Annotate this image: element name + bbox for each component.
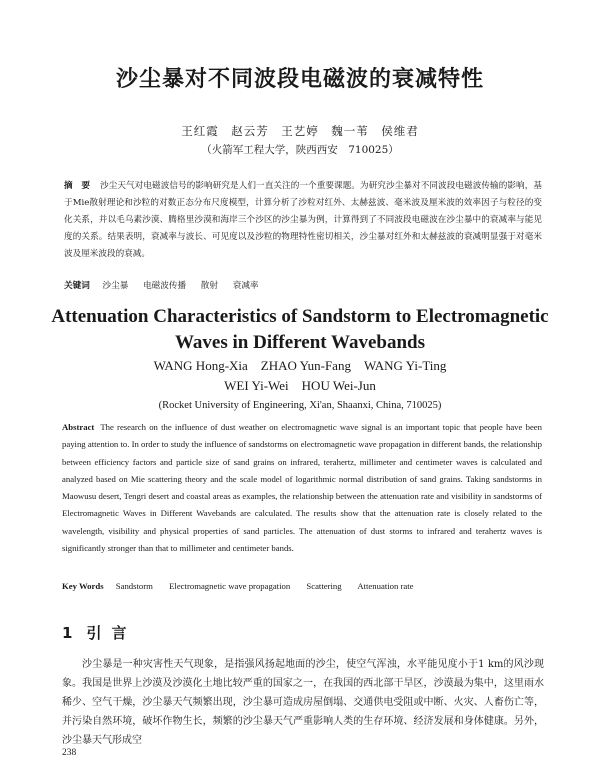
english-title-line: Attenuation Characteristics of Sandstorm to Electromagnetic (51, 306, 549, 327)
chinese-keyword: 散射 (200, 281, 218, 291)
chinese-affiliation: （火箭军工程大学，陕西西安 710025） (201, 144, 399, 156)
english-authors-line: WEI Yi-Wei HOU Wei-Jun (224, 378, 376, 393)
english-abstract (62, 419, 542, 557)
english-keyword: Scattering (306, 581, 342, 591)
english-keyword: Attenuation rate (357, 581, 414, 591)
english-keyword: Electromagnetic wave propagation (169, 581, 291, 591)
english-title-line: Waves in Different Wavebands (174, 332, 425, 353)
english-abstract-label: Abstract (62, 422, 95, 432)
chinese-keywords-label: 关键词 (64, 281, 90, 291)
english-abstract-text: The research on the influence of dust weather on electromagnetic wave signal is an important topic that people have been paying attention to. In order to study the influence of sandstorms on electromagnetic wave propagation in different bands, the relationship between efficiency factors and particle size of sand grains on infrared, terahertz, millimeter and centimeter waves is calculated and analyzed based on Mie scattering theory and the scale model of logarithmic normal distribution of sand grains. Taking sandstorms in Maowusu desert, Tengri desert and coastal areas as examples, the relationship between the attenuation rate and visibility in sandstorms of Electromagnetic Waves in Different Wavebands are calculated. The results show that the attenuation rate is closely related to the wavelength, visibility and physical properties of sand particles. The attenuation of dust storms to infrared and terahertz waves is significantly stronger than that to millimeter and centimeter bands. (62, 422, 542, 554)
page-number: 238 (62, 748, 77, 758)
english-keywords-label: Key Words (62, 581, 104, 591)
body-paragraph: 沙尘暴是一种灾害性天气现象，是指强风扬起地面的沙尘，使空气浑浊，水平能见度小于1 km的风沙现象。我国是世界上沙漠及沙漠化土地比较严重的国家之一，在我国的西北部干旱区，沙漠最为集中，这里雨水稀少、空气干燥，沙尘暴天气频繁出现，沙尘暴可造成房屋倒塌、交通供电受阻或中断、火灾、人畜伤亡等，并污染自然环境，破坏作物生长，频繁的沙尘暴天气严重影响人类的生存环境、经济发展和身体健康。另外，沙尘暴天气形成空 (62, 659, 544, 746)
english-affiliation: (Rocket University of Engineering, Xi'an, Shaanxi, China, 710025) (158, 400, 442, 411)
chinese-abstract-text: 沙尘天气对电磁波信号的影响研究是人们一直关注的一个重要课题。为研究沙尘暴对不同波段电磁波传输的影响，基于Mie散射理论和沙粒的对数正态分布尺度模型，计算分析了沙粒对红外、太赫兹波、毫米波及厘米波的效率因子与粒径的变化关系，并以毛乌素沙漠、腾格里沙漠和海岸三个沙区的沙尘暴为例，计算得到了不同波段电磁波在沙尘暴中的衰减率与能见度的关系。结果表明，衰减率与波长、可见度以及沙粒的物理特性密切相关，沙尘暴对红外和太赫兹波的衰减明显强于对毫米波及厘米波段的衰减。 (64, 181, 542, 259)
chinese-keywords (64, 279, 542, 293)
chinese-abstract (64, 178, 542, 263)
chinese-keyword: 沙尘暴 (102, 281, 129, 291)
chinese-keyword: 电磁波传播 (143, 281, 187, 291)
chinese-authors: 王红霞 赵云芳 王艺婷 魏一苇 侯维君 (181, 124, 419, 138)
section-title: 引言 (86, 624, 137, 642)
chinese-abstract-label: 摘 要 (64, 181, 91, 191)
english-keyword: Sandstorm (115, 581, 153, 591)
english-authors (0, 356, 600, 396)
english-keywords (62, 581, 542, 591)
english-title (0, 304, 600, 356)
english-authors-line: WANG Hong-Xia ZHAO Yun-Fang WANG Yi-Ting (153, 358, 447, 373)
chinese-title: 沙尘暴对不同波段电磁波的衰减特性 (115, 67, 484, 92)
chinese-keyword: 衰减率 (232, 281, 259, 291)
section-heading (62, 622, 136, 643)
section-number: 1 (62, 624, 73, 642)
